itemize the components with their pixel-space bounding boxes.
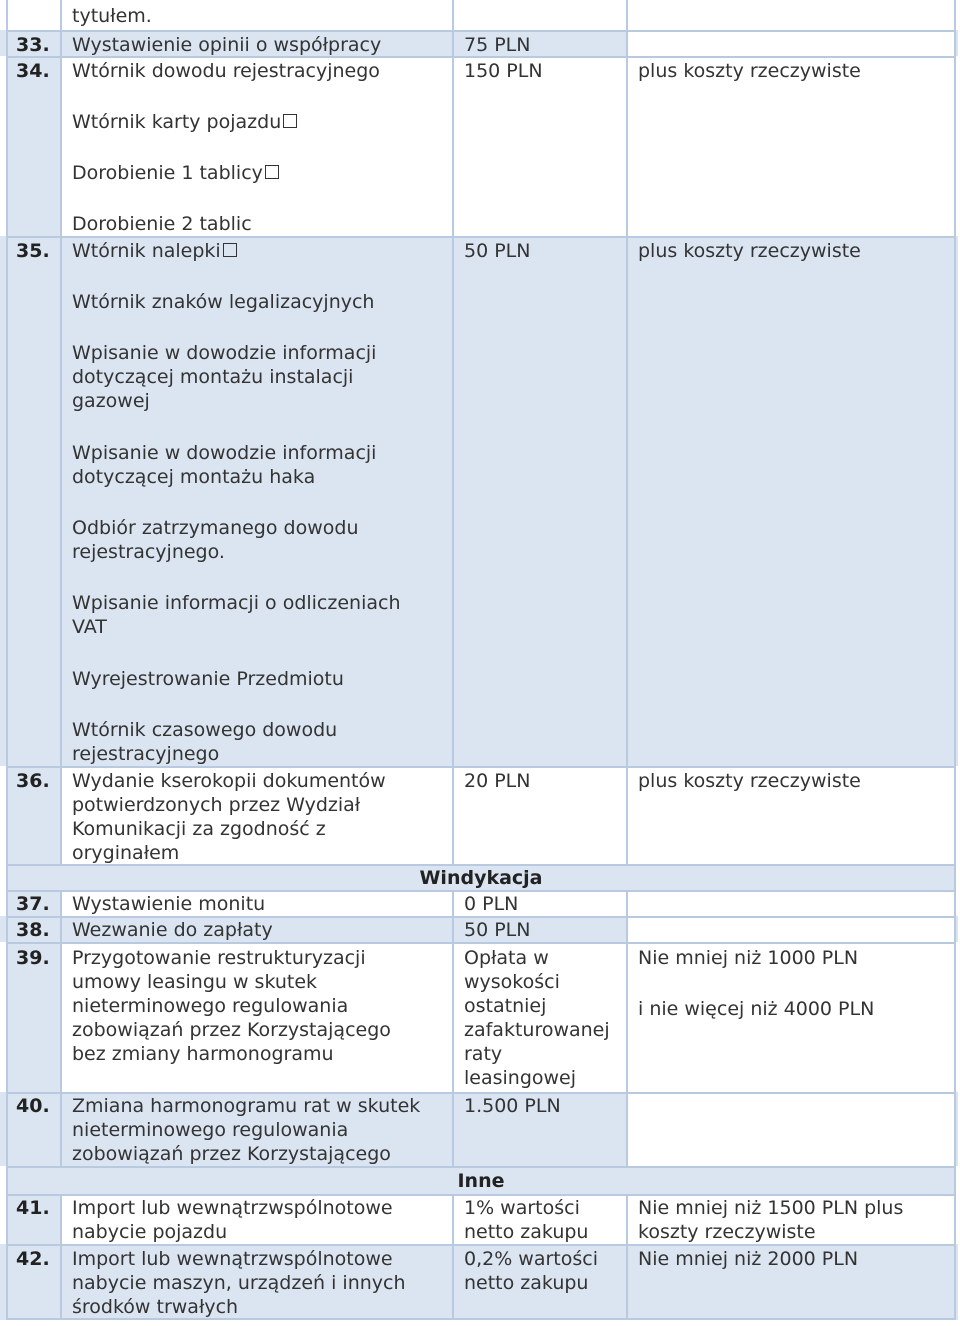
row-item: VAT [72,616,107,638]
row-fee-line: 0,2% wartości [464,1248,599,1270]
row-item: dotyczącej montażu instalacji [72,366,354,388]
row-note-line: Nie mniej niż 1500 PLN plus [638,1197,904,1219]
row-note: plus koszty rzeczywiste [638,770,861,792]
table-row-41 [0,1194,958,1244]
section-header-windykacja [6,864,956,890]
row-note: plus koszty rzeczywiste [638,240,861,262]
section-title: Windykacja [419,867,543,889]
row-note: Nie mniej niż 2000 PLN [638,1248,859,1270]
row-item: Wyrejestrowanie Przedmiotu [72,668,344,690]
row-item: Wtórnik czasowego dowodu [72,719,338,741]
row-description-line: oryginałem [72,842,180,864]
row-item: Odbiór zatrzymanego dowodu [72,517,359,539]
row-fee-line: 1% wartości [464,1197,580,1219]
table-row-35 [0,236,958,766]
table-row-36 [0,766,958,864]
row-item: Wtórnik znaków legalizacyjnych [72,291,375,313]
row-description-line: bez zmiany harmonogramu [72,1043,334,1065]
row-note: Nie mniej niż 1000 PLN [638,947,859,969]
section-header-inne [6,1166,956,1194]
row-fee-line: netto zakupu [464,1221,589,1243]
table-row-fragment [0,0,958,30]
row-fee: 0 PLN [464,893,519,915]
row-note: i nie więcej niż 4000 PLN [638,998,875,1020]
row-item: Dorobienie 1 tablicy [72,161,279,185]
row-fee-line: wysokości [464,971,560,993]
row-number: 39. [16,947,50,969]
row-number: 42. [16,1248,50,1270]
table-row-42 [0,1244,958,1320]
section-title: Inne [457,1170,505,1192]
table-row-40 [0,1092,958,1166]
row-description: Wystawienie monitu [72,893,266,915]
table-row-37 [0,890,958,916]
row-description-line: nabycie pojazdu [72,1221,228,1243]
row-note: plus koszty rzeczywiste [638,60,861,82]
fragment-text: tytułem. [72,5,152,27]
row-item: Dorobienie 2 tablic [72,213,252,235]
row-description-line: Zmiana harmonogramu rat w skutek [72,1095,421,1117]
row-number: 34. [16,60,50,82]
row-fee-line: netto zakupu [464,1272,589,1294]
row-description-line: Komunikacji za zgodność z [72,818,326,840]
checkbox-glyph-icon [223,243,237,257]
row-fee-line: raty [464,1043,503,1065]
table-row-34 [0,56,958,236]
row-item: gazowej [72,390,150,412]
row-fee-line: Opłata w [464,947,549,969]
row-item: Wtórnik dowodu rejestracyjnego [72,60,380,82]
row-item: dotyczącej montażu haka [72,466,316,488]
row-fee: 20 PLN [464,770,531,792]
row-note-line: koszty rzeczywiste [638,1221,816,1243]
row-description-line: Przygotowanie restrukturyzacji [72,947,366,969]
row-number: 37. [16,893,50,915]
row-fee: 50 PLN [464,919,531,941]
row-description-line: potwierdzonych przez Wydział [72,794,361,816]
row-description: Wezwanie do zapłaty [72,919,273,941]
row-number: 33. [16,34,50,56]
row-fee-line: zafakturowanej [464,1019,610,1041]
row-number: 36. [16,770,50,792]
row-number: 41. [16,1197,50,1219]
row-item: Wpisanie w dowodzie informacji [72,442,377,464]
row-number: 35. [16,240,50,262]
row-item: Wtórnik nalepki [72,239,237,263]
row-description-line: zobowiązań przez Korzystającego [72,1019,391,1041]
table-row-38 [0,916,958,942]
row-description-line: umowy leasingu w skutek [72,971,318,993]
row-fee: 75 PLN [464,34,531,56]
row-description-line: Import lub wewnątrzwspólnotowe [72,1248,393,1270]
row-description-line: nabycie maszyn, urządzeń i innych [72,1272,406,1294]
row-item: rejestracyjnego [72,743,220,765]
row-item: rejestracyjnego. [72,541,225,563]
row-number: 40. [16,1095,50,1117]
row-description-line: Wydanie kserokopii dokumentów [72,770,386,792]
row-description: Wystawienie opinii o współpracy [72,34,382,56]
row-fee: 1.500 PLN [464,1095,561,1117]
table-row-39 [0,942,958,1092]
row-description-line: nieterminowego regulowania [72,995,349,1017]
row-description-line: nieterminowego regulowania [72,1119,349,1141]
row-item: Wtórnik karty pojazdu [72,110,297,134]
table-row-33 [0,30,958,56]
row-description-line: Import lub wewnątrzwspólnotowe [72,1197,393,1219]
row-fee-line: leasingowej [464,1067,577,1089]
row-description-line: środków trwałych [72,1296,239,1318]
row-item: Wpisanie w dowodzie informacji [72,342,377,364]
row-description-line: zobowiązań przez Korzystającego [72,1143,391,1165]
row-item: Wpisanie informacji o odliczeniach [72,592,401,614]
row-number: 38. [16,919,50,941]
row-fee: 50 PLN [464,240,531,262]
row-fee-line: ostatniej [464,995,547,1017]
checkbox-glyph-icon [283,114,297,128]
checkbox-glyph-icon [265,165,279,179]
row-fee: 150 PLN [464,60,543,82]
